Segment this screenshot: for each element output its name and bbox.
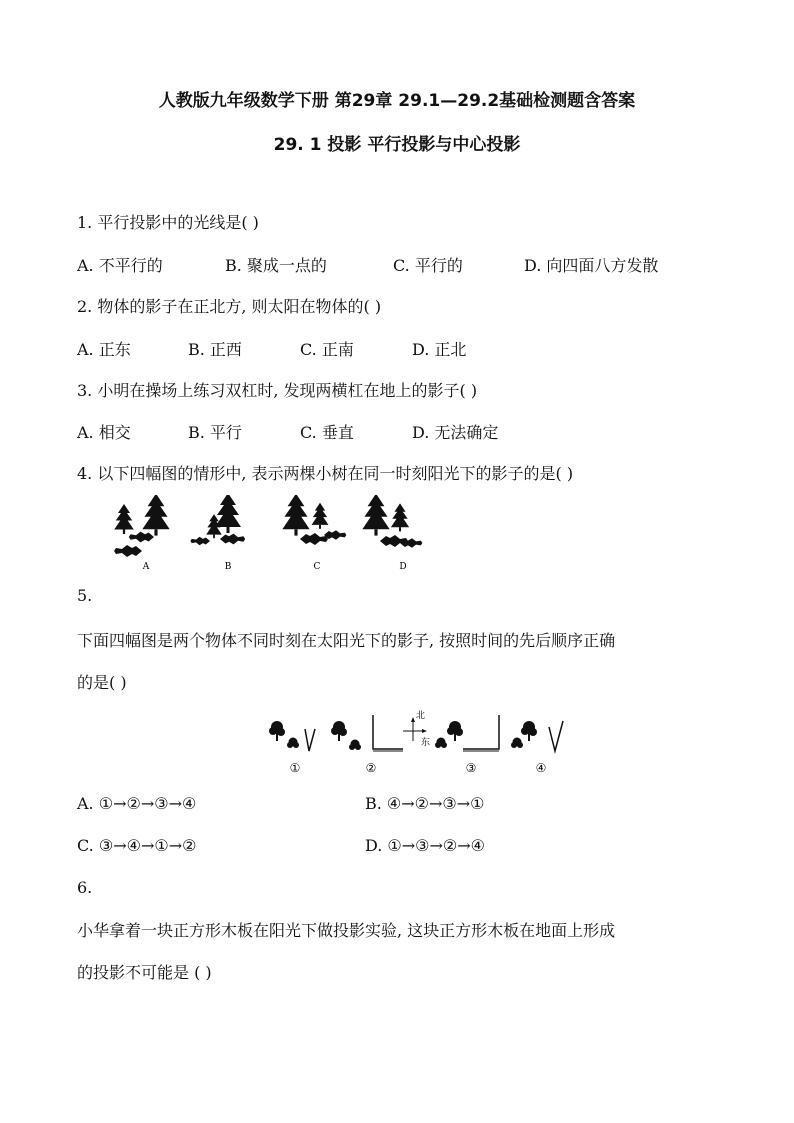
question-5-stem-line-2: 的是( ) [77,673,127,692]
option-a-trees [114,495,170,557]
question-4-stem: 4. 以下四幅图的情形中, 表示两棵小树在同一时刻阳光下的影子的是( ) [77,464,574,483]
compass-east-label: 东 [421,738,431,748]
q4-label-a: A [142,562,150,572]
q5-label-1: ① [289,761,301,775]
question-3-stem: 3. 小明在操场上练习双杠时, 发现两横杠在地上的影子( ) [77,381,478,400]
question-6-number: 6. [77,878,93,897]
question-2-stem: 2. 物体的影子在正北方, 则太阳在物体的( ) [77,297,382,316]
compass-north-label: 北 [416,711,426,721]
q1-option-b[interactable]: B. 聚成一点的 [225,256,327,275]
option-b-trees [190,495,245,545]
q4-trees-figure [110,495,430,575]
q4-label-d: D [399,562,407,572]
q3-option-a[interactable]: A. 相交 [77,423,131,442]
q3-option-b[interactable]: B. 平行 [188,423,242,442]
option-d-trees [362,495,422,548]
q3-option-d[interactable]: D. 无法确定 [412,423,499,442]
figure-4 [511,721,563,751]
figure-2 [331,715,403,751]
q1-option-d[interactable]: D. 向四面八方发散 [524,256,659,275]
q5-option-a[interactable]: A. ①→②→③→④ [77,794,197,813]
question-1-stem: 1. 平行投影中的光线是( ) [77,213,259,232]
q5-label-3: ③ [465,761,477,775]
q2-option-d[interactable]: D. 正北 [412,340,467,359]
q5-label-2: ② [365,761,377,775]
q2-option-c[interactable]: C. 正南 [300,340,354,359]
section-subtitle: 29. 1 投影 平行投影与中心投影 [273,135,521,155]
q2-option-b[interactable]: B. 正西 [188,340,242,359]
question-5-stem-line-1: 下面四幅图是两个物体不同时刻在太阳光下的影子, 按照时间的先后顺序正确 [77,631,616,650]
question-6-stem-line-2: 的投影不可能是 ( ) [77,963,212,982]
q5-option-d[interactable]: D. ①→③→②→④ [365,836,486,855]
q1-option-c[interactable]: C. 平行的 [393,256,463,275]
question-5-number: 5. [77,586,93,605]
q3-option-c[interactable]: C. 垂直 [300,423,354,442]
q2-option-a[interactable]: A. 正东 [77,340,131,359]
figure-3 [435,715,499,751]
compass-icon [403,709,430,748]
q1-option-a[interactable]: A. 不平行的 [77,256,163,275]
option-c-trees [282,495,346,545]
q5-shadow-figure [265,705,585,777]
q5-option-b[interactable]: B. ④→②→③→① [365,794,485,813]
question-6-stem-line-1: 小华拿着一块正方形木板在阳光下做投影实验, 这块正方形木板在地面上形成 [77,921,616,940]
q5-label-4: ④ [535,761,547,775]
document-title: 人教版九年级数学下册 第29章 29.1—29.2基础检测题含答案 [158,91,636,111]
q4-label-b: B [224,562,232,572]
figure-1 [269,721,315,751]
q4-label-c: C [313,562,321,572]
q5-option-c[interactable]: C. ③→④→①→② [77,836,197,855]
